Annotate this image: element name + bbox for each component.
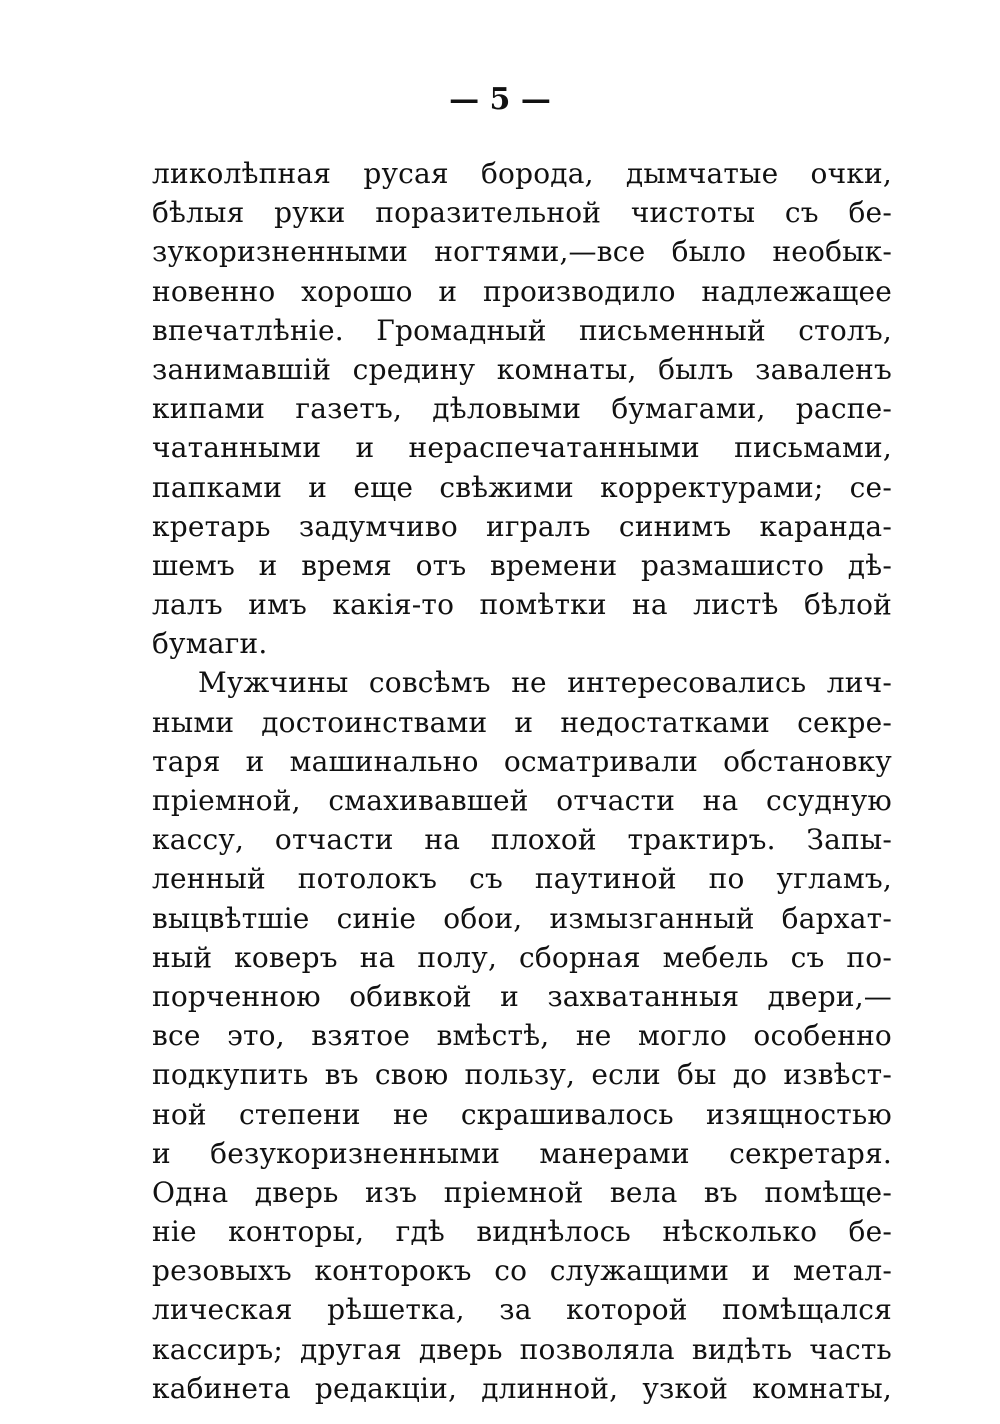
- text-line: папками и еще свѣжими корректурами; се-: [152, 470, 892, 504]
- paragraph-end-line: бумаги.: [152, 627, 268, 661]
- text-line: кретарь задумчиво игралъ синимъ каранда-: [152, 509, 892, 543]
- text-line: кабинета редакціи, длинной, узкой комнаты,: [152, 1371, 892, 1405]
- text-line: и безукоризненными манерами секретаря.: [152, 1136, 892, 1170]
- text-line: новенно хорошо и производило надлежащее: [152, 274, 892, 308]
- text-line: впечатлѣніе. Громадный письменный столъ,: [152, 313, 892, 347]
- text-line: кассиръ; другая дверь позволяла видѣть часть: [152, 1332, 892, 1366]
- text-line: ной степени не скрашивалось изящностью: [152, 1097, 892, 1131]
- text-line: кассу, отчасти на плохой трактиръ. Запы-: [152, 823, 892, 857]
- page-number: — 5 —: [449, 82, 551, 117]
- text-line: лалъ имъ какія-то помѣтки на листѣ бѣлой: [152, 588, 892, 622]
- text-line: ликолѣпная русая борода, дымчатые очки,: [152, 157, 892, 190]
- text-line: ленный потолокъ съ паутиной по угламъ,: [152, 862, 892, 896]
- text-line: бѣлыя руки поразительной чистоты съ бе-: [152, 196, 892, 230]
- text-line: чатанными и нераспечатанными письмами,: [152, 431, 892, 465]
- text-line: таря и машинально осматривали обстановку: [152, 744, 892, 778]
- page-body-text: [152, 154, 892, 1408]
- text-line: все это, взятое вмѣстѣ, не могло особенно: [152, 1019, 892, 1053]
- text-line: шемъ и время отъ времени размашисто дѣ-: [152, 548, 892, 582]
- text-line: кипами газетъ, дѣловыми бумагами, распе-: [152, 392, 892, 426]
- text-line: занимавшій средину комнаты, былъ заваленъ: [152, 352, 892, 386]
- text-line: лическая рѣшетка, за которой помѣщался: [152, 1293, 892, 1327]
- text-line: Одна дверь изъ пріемной вела въ помѣще-: [152, 1175, 892, 1209]
- text-line: ный коверъ на полу, сборная мебель съ по-: [152, 940, 892, 974]
- text-line: ніе конторы, гдѣ виднѣлось нѣсколько бе-: [152, 1215, 892, 1249]
- text-line: выцвѣтшіе синіе обои, измызганный бархат-: [152, 901, 892, 935]
- paragraph-start-line: Мужчины совсѣмъ не интересовались лич-: [198, 666, 892, 700]
- text-line: ными достоинствами и недостатками секре-: [152, 705, 892, 739]
- text-line: пріемной, смахивавшей отчасти на ссудную: [152, 784, 892, 817]
- text-line: резовыхъ конторокъ со служащими и метал-: [152, 1254, 892, 1288]
- text-line: зукоризненными ногтями,—все было необык-: [152, 235, 892, 269]
- text-line: порченною обивкой и захватанныя двери,—: [152, 979, 892, 1013]
- text-line: подкупить въ свою пользу, если бы до извѣст-: [152, 1058, 892, 1092]
